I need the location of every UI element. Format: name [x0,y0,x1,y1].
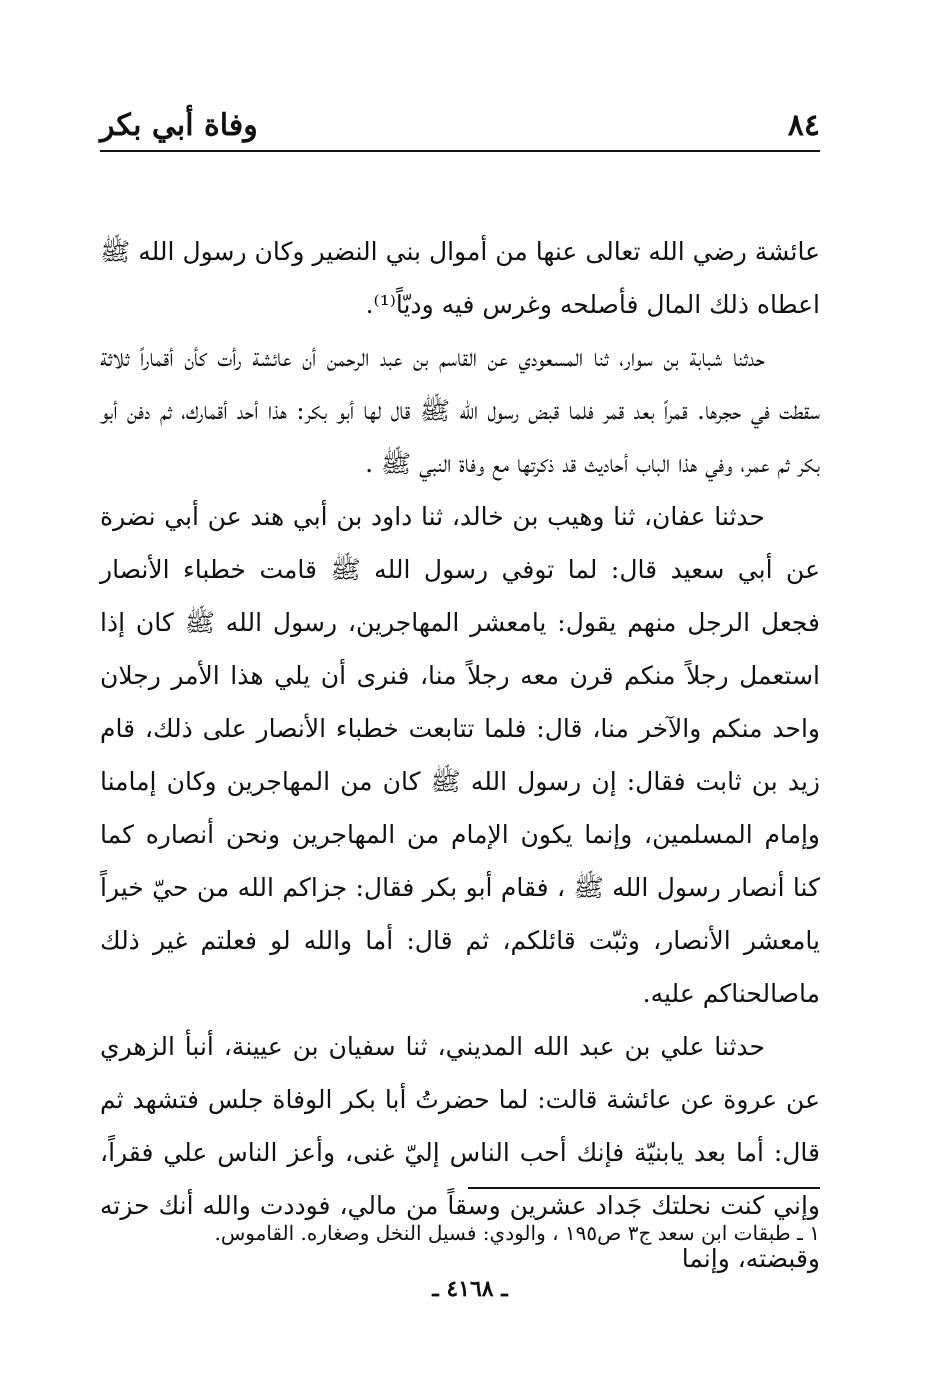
page-header [100,100,820,150]
body-text [100,225,820,1285]
footnote-rule [468,1187,820,1189]
paragraph-1: عائشة رضي الله تعالى عنها من أموال بني النضير وكان رسول الله ﷺ اعطاه ذلك المال فأصلحه وغرس فيه وديّاً⁽¹⁾. [100,237,820,319]
chapter-title: وفاة أبي بكر [100,108,258,143]
paragraph-2: حدثنا شبابة بن سوار، ثنا المسعودي عن القاسم بن عبد الرحمن أن عائشة رأت كأن أقماراً ثلاثة سقطت في حجرها. قمراً بعد قمر فلما قبض رسول الله ﷺ قال لها أبو بكر: هذا أحد أقمارك، ثم دفن أبو بكر ثم عمر، وفي هذا الباب أحاديث قد ذكرتها مع وفاة النبي ﷺ . [100,343,820,478]
page-number: ٨٤ [787,108,820,143]
footnote: ١ ـ طبقات ابن سعد ج٣ ص١٩٥ ، والودي: فسيل النخل وصغاره. القاموس. [214,1221,820,1245]
folio-number: ـ ٤١٦٨ ـ [432,1276,508,1302]
paragraph-3: حدثنا عفان، ثنا وهيب بن خالد، ثنا داود بن أبي هند عن أبي نضرة عن أبي سعيد قال: لما توفي رسول الله ﷺ قامت خطباء الأنصار فجعل الرجل منهم يقول: يامعشر المهاجرين، رسول الله ﷺ كان إذا استعمل رجلاً منكم قرن معه رجلاً منا، فنرى أن يلي هذا الأمر رجلان واحد منكم والآخر منا، قال: فلما تتابعت خطباء الأنصار على ذلك، قام زيد بن ثابت فقال: إن رسول الله ﷺ كان من المهاجرين وكان إمامنا وإمام المسلمين، وإنما يكون الإمام من المهاجرين ونحن أنصاره كما كنا أنصار رسول الله ﷺ ، فقام أبو بكر فقال: جزاكم الله من حيّ خيراً يامعشر الأنصار، وثبّت قائلكم، ثم قال: أما والله لو فعلتم غير ذلك ماصالحناكم عليه. [100,502,820,1008]
paragraph-4: حدثنا علي بن عبد الله المديني، ثنا سفيان بن عيينة، أنبأ الزهري عن عروة عن عائشة قالت: لما حضرتُ أبا بكر الوفاة جلس فتشهد ثم قال: أما بعد يابنيّة فإنك أحب الناس إليّ غنى، وأعز الناس علي فقراً، وإني كنت نحلتك جَداد عشرين وسقاً من مالي، فوددت والله أنك حزته وقبضته، وإنما [100,1032,820,1273]
header-rule [100,150,820,152]
